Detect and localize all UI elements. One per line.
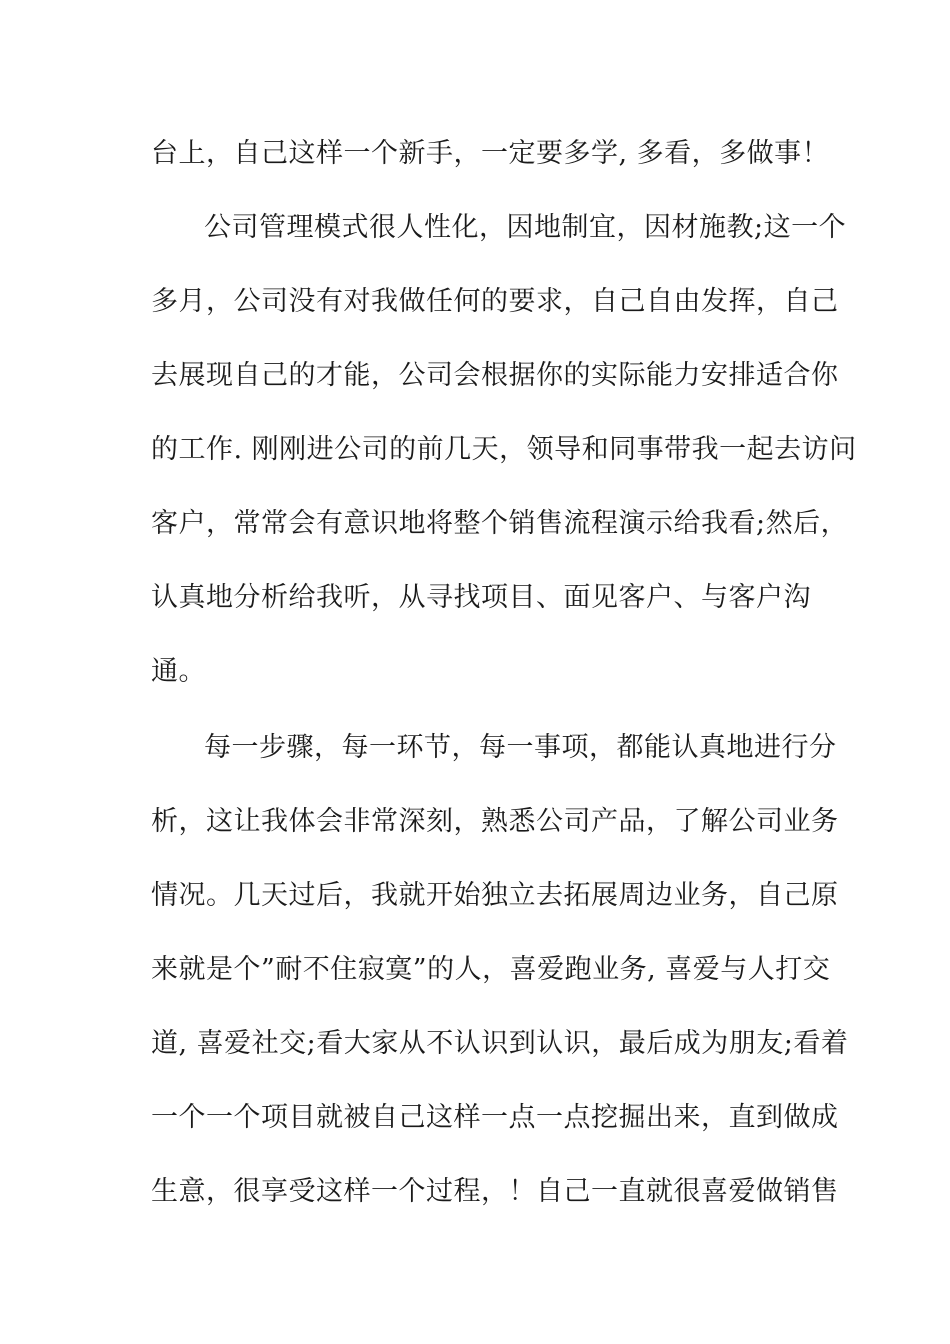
paragraph-2-line-2: 多月，公司没有对我做任何的要求，自己自由发挥，自己 — [151, 286, 839, 317]
paragraph-2-line-3: 去展现自己的才能，公司会根据你的实际能力安排适合你 — [151, 360, 839, 391]
paragraph-2-line-5: 客户，常常会有意识地将整个销售流程演示给我看;然后， — [151, 508, 849, 539]
paragraph-3-line-4: 来就是个”耐不住寂寞”的人，喜爱跑业务, 喜爱与人打交 — [151, 954, 831, 985]
paragraph-2-line-7: 通。 — [151, 656, 206, 687]
paragraph-3-line-7: 生意，很享受这样一个过程，！自己一直就很喜爱做销售 — [151, 1176, 839, 1207]
paragraph-3-line-2: 析，这让我体会非常深刻，熟悉公司产品，了解公司业务 — [151, 806, 839, 837]
text-line-1: 台上，自己这样一个新手，一定要多学, 多看，多做事！ — [151, 138, 830, 169]
paragraph-3-line-5: 道, 喜爱社交;看大家从不认识到认识，最后成为朋友;看着 — [151, 1028, 849, 1059]
paragraph-3-line-3: 情况。几天过后，我就开始独立去拓展周边业务，自己原 — [151, 880, 839, 911]
paragraph-3-line-6: 一个一个项目就被自己这样一点一点挖掘出来，直到做成 — [151, 1102, 839, 1133]
paragraph-2-line-4: 的工作. 刚刚进公司的前几天，领导和同事带我一起去访问 — [151, 434, 857, 465]
paragraph-2-line-6: 认真地分析给我听，从寻找项目、面见客户、与客户沟 — [151, 582, 811, 613]
paragraph-2-line-1: 公司管理模式很人性化，因地制宜，因材施教;这一个 — [204, 212, 847, 243]
paragraph-3-line-1: 每一步骤，每一环节，每一事项，都能认真地进行分 — [204, 732, 837, 763]
